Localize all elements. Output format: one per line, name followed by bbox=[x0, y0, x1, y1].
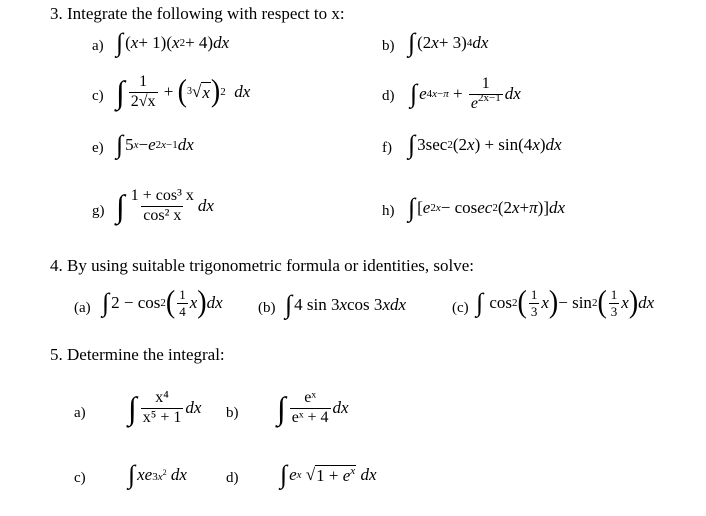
q4b-label: (b) bbox=[258, 300, 276, 316]
q5c-label: c) bbox=[74, 470, 86, 486]
q3e-expression: ∫ 5 x − e 2x−1 dx bbox=[116, 130, 194, 159]
q4c-fraction-1: $\frac{1}{3}$ bbox=[530, 287, 538, 319]
q4a-label: (a) bbox=[74, 300, 91, 316]
q4b-expression: ∫ 4 sin 3 x cos 3 x dx bbox=[285, 290, 407, 319]
q3c-expression: ∫ $\frac{1}{2√x}$ + ( 3 √ x ) 2 dx bbox=[116, 73, 251, 111]
q3b-expression: ∫ (2 x + 3) 4 dx bbox=[408, 28, 489, 57]
q3a-label: a) bbox=[92, 38, 104, 54]
q4-title: 4. By using suitable trigonometric formula or identities, solve: bbox=[50, 256, 474, 275]
q4a-fraction: $\frac{1}{4}$ bbox=[179, 287, 186, 319]
q3h-label: h) bbox=[382, 203, 395, 219]
q3g-expression: ∫ $\frac{\text{1 + cos³ x}}{\text{cos² x}}$ dx bbox=[116, 187, 214, 225]
q5c-expression: ∫ xe $3x^2$ dx bbox=[128, 460, 187, 489]
q4c-expression: ∫ cos 2 ( $\frac{1}{3}$ x ) − sin 2 ( $\frac{1}{3}$ x ) dx bbox=[476, 284, 655, 321]
q3d-label: d) bbox=[382, 88, 395, 104]
q3c-label: c) bbox=[92, 88, 104, 104]
q4c-fraction-2: $\frac{1}{3}$ bbox=[610, 287, 618, 319]
q3d-fraction: $\frac{1}{e^{2x-1}}$ bbox=[470, 75, 501, 112]
q3f-label: f) bbox=[382, 140, 392, 156]
q5b-fraction: $\frac{\text{eˣ}}{\text{eˣ + 4}}$ bbox=[291, 389, 329, 426]
q3d-expression: ∫ e 4x−π + $\frac{1}{e^{2x-1}}$ dx bbox=[410, 75, 521, 112]
q5b-expression: ∫ $\frac{\text{eˣ}}{\text{eˣ + 4}}$ dx bbox=[277, 389, 349, 427]
q5a-label: a) bbox=[74, 405, 86, 421]
q3b-label: b) bbox=[382, 38, 395, 54]
q4a-expression: ∫ 2 − cos 2 ( $\frac{1}{4}$ x ) dx bbox=[102, 284, 223, 321]
q5a-fraction: $\frac{\text{x⁴}}{\text{x⁵ + 1}}$ bbox=[142, 389, 182, 426]
q3a-expression: ∫ ( x + 1)( x 2 + 4) dx bbox=[116, 28, 230, 57]
q3-title: 3. Integrate the following with respect to x: bbox=[50, 4, 345, 23]
q3g-fraction: $\frac{\text{1 + cos³ x}}{\text{cos² x}}$ bbox=[130, 187, 194, 224]
q5d-label: d) bbox=[226, 470, 239, 486]
q5d-expression: ∫ e x √ $1 + e^x$ dx bbox=[280, 460, 377, 489]
q3c-fraction: $\frac{1}{2√x}$ bbox=[130, 73, 156, 110]
q5a-expression: ∫ $\frac{\text{x⁴}}{\text{x⁵ + 1}}$ dx bbox=[128, 389, 202, 427]
q3e-label: e) bbox=[92, 140, 104, 156]
q3f-expression: ∫ 3sec 2 (2 x ) + sin(4 x ) dx bbox=[408, 130, 562, 159]
q3g-label: g) bbox=[92, 203, 105, 219]
q4c-label: (c) bbox=[452, 300, 469, 316]
q3h-expression: ∫ [ e 2x − cos ec 2 (2 x + π )] dx bbox=[408, 193, 566, 222]
q5-title: 5. Determine the integral: bbox=[50, 345, 225, 364]
q5b-label: b) bbox=[226, 405, 239, 421]
